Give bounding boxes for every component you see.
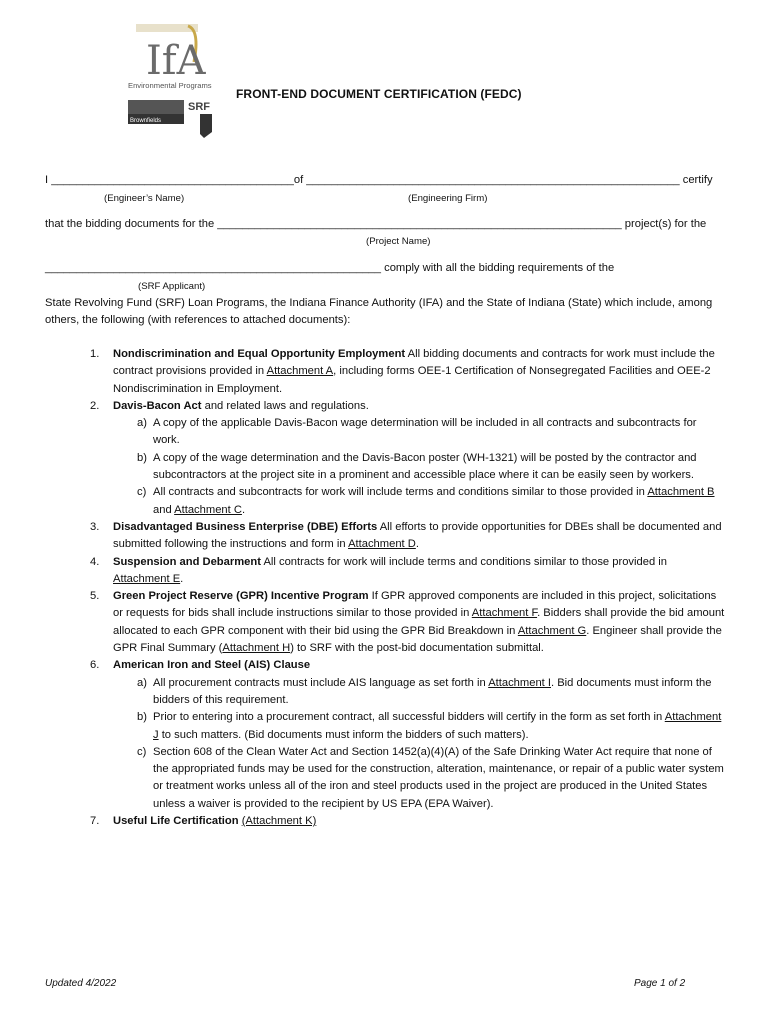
logo-brand-text: IfA: [146, 38, 206, 84]
footer-page-number: Page 1 of 2: [634, 978, 686, 989]
sub-text: . Bid documents must inform the bidders of this requirement.: [153, 676, 712, 706]
item-text: ) to SRF with the post-bid documentation submittal.: [290, 642, 544, 655]
item-heading: Davis-Bacon Act: [113, 399, 202, 412]
sub-item: [113, 415, 725, 450]
sub-letter: b): [137, 451, 147, 464]
sub-text: A copy of the applicable Davis-Bacon wage determination will be included in all contracts and subcontracts for work.: [153, 417, 697, 447]
attachment-link[interactable]: Attachment H: [222, 642, 291, 655]
attachment-link[interactable]: Attachment F: [471, 607, 538, 620]
sub-letter: b): [137, 711, 147, 724]
item-number: 7.: [90, 815, 100, 828]
sub-text: A copy of the wage determination and the Davis-Bacon poster (WH-1321) will be posted by the contractor and subcontractors at the project site in a prominent and accessible place where it can be easily seen by workers.: [153, 451, 697, 482]
item-heading: Disadvantaged Business Enterprise (DBE) Efforts: [113, 520, 378, 533]
list-item: [60, 588, 725, 657]
item-text: All contracts for work will include terms and conditions similar to those provided in: [260, 555, 667, 568]
attachment-link[interactable]: Attachment J: [153, 711, 722, 741]
logo-badge-right: SRF: [188, 101, 210, 113]
attachment-link[interactable]: Attachment B: [647, 486, 715, 499]
ifa-logo-graphic: [128, 22, 224, 142]
sub-text: Section 608 of the Clean Water Act and Section 1452(a)(4)(A) of the Safe Drinking Water Act require that none of the appropriated funds may be used for the construction, alteration, maintenance, or repair of a public water system or treatment works unless all of the iron and steel products used in the project are produced in the United States unless a waiver is provided to the recipient by US EPA (EPA Waiver).: [153, 745, 724, 810]
sub-text: Prior to entering into a procurement contract, all successful bidders will certify in the form as set forth in: [153, 711, 665, 724]
sub-letter: a): [137, 417, 147, 430]
list-item: [60, 813, 725, 830]
sub-text: All procurement contracts must include AIS language as set forth in: [153, 676, 489, 689]
sub-letter: a): [137, 676, 147, 689]
item-text: If GPR approved components are included in this project, solicitations or requests for bids shall include instructions similar to those provided in: [113, 590, 717, 620]
document-title: FRONT-END DOCUMENT CERTIFICATION (FEDC): [236, 87, 522, 101]
logo-badge-left: Brownfields: [130, 118, 162, 124]
engineer-firm-line: I _______________________________________of ____________________________________________________________ certify: [45, 174, 713, 186]
item-number: 2.: [90, 399, 100, 412]
sub-item: [113, 744, 725, 813]
item-text: and related laws and regulations.: [201, 399, 369, 412]
item-number: 6.: [90, 659, 100, 672]
list-item: [60, 554, 725, 589]
item-heading: Suspension and Debarment: [113, 555, 261, 568]
attachment-link[interactable]: Attachment A: [266, 365, 334, 378]
sub-text: .: [241, 503, 246, 516]
item-heading: American Iron and Steel (AIS) Clause: [113, 659, 311, 672]
sub-list: [113, 415, 725, 519]
item-number: 3.: [90, 520, 100, 533]
logo-subtitle: Environmental Programs: [128, 81, 212, 90]
project-name-caption: (Project Name): [366, 236, 431, 247]
sub-text: All contracts and subcontracts for work will include terms and conditions similar to those provided in: [153, 486, 648, 499]
project-line: that the bidding documents for the _________________________________________________________________ project(s) for the: [45, 218, 707, 230]
sub-letter: c): [137, 745, 147, 758]
list-item: [60, 519, 725, 554]
item-heading: Useful Life Certification: [113, 815, 239, 828]
item-number: 4.: [90, 555, 100, 568]
srf-applicant-caption: (SRF Applicant): [138, 281, 206, 292]
item-heading: Nondiscrimination and Equal Opportunity Employment: [113, 348, 406, 360]
attachment-link[interactable]: (Attachment K): [241, 815, 317, 828]
item-text: . Engineer shall provide the GPR Final Summary (: [113, 624, 722, 655]
item-text: All bidding documents and contracts for work must include the contract provisions provided in: [113, 348, 715, 378]
attachment-link[interactable]: Attachment G: [517, 624, 587, 637]
list-item: [60, 346, 725, 398]
intro-paragraph: State Revolving Fund (SRF) Loan Programs, the Indiana Finance Authority (IFA) and the State of Indiana (State) which include, among others, the following (with references to attached documents):: [45, 297, 713, 327]
engineering-firm-caption: (Engineering Firm): [408, 193, 488, 204]
attachment-link[interactable]: Attachment E: [113, 572, 181, 585]
list-item: [60, 657, 725, 813]
attachment-link[interactable]: Attachment D: [348, 538, 416, 551]
attachment-link[interactable]: Attachment C: [174, 503, 242, 516]
attachment-link[interactable]: Attachment I: [488, 676, 551, 689]
item-number: 5.: [90, 590, 100, 603]
sub-list: [113, 675, 725, 813]
item-text: All efforts to provide opportunities for DBEs shall be documented and submitted following the instructions and form in: [113, 520, 722, 551]
item-text: , including forms OEE-1 Certification of Nonsegregated Facilities and OEE-2 Nondiscrimination in Employment.: [113, 365, 711, 395]
item-text: . Bidders shall provide the bid amount allocated to each GPR component with their bid using the GPR Bid Breakdown in: [113, 607, 725, 637]
ifa-logo: [128, 22, 224, 142]
sub-text: to such matters. (Bid documents must inform the bidders of such matters).: [158, 728, 529, 741]
sub-item: [113, 450, 725, 485]
engineer-name-caption: (Engineer’s Name): [104, 193, 185, 204]
item-heading: Green Project Reserve (GPR) Incentive Program: [113, 590, 369, 603]
sub-letter: c): [137, 486, 147, 499]
item-number: 1.: [90, 348, 100, 360]
list-item: [60, 398, 725, 519]
sub-item: [113, 675, 725, 710]
sub-item: [113, 709, 725, 744]
applicant-line: ______________________________________________________ comply with all the bidding requirements of the: [45, 262, 615, 274]
sub-text: and: [153, 503, 175, 516]
item-text: .: [415, 538, 419, 551]
requirements-list: [60, 346, 725, 830]
sub-item: [113, 484, 725, 519]
item-text: .: [180, 572, 184, 585]
footer-updated: Updated 4/2022: [45, 978, 117, 989]
